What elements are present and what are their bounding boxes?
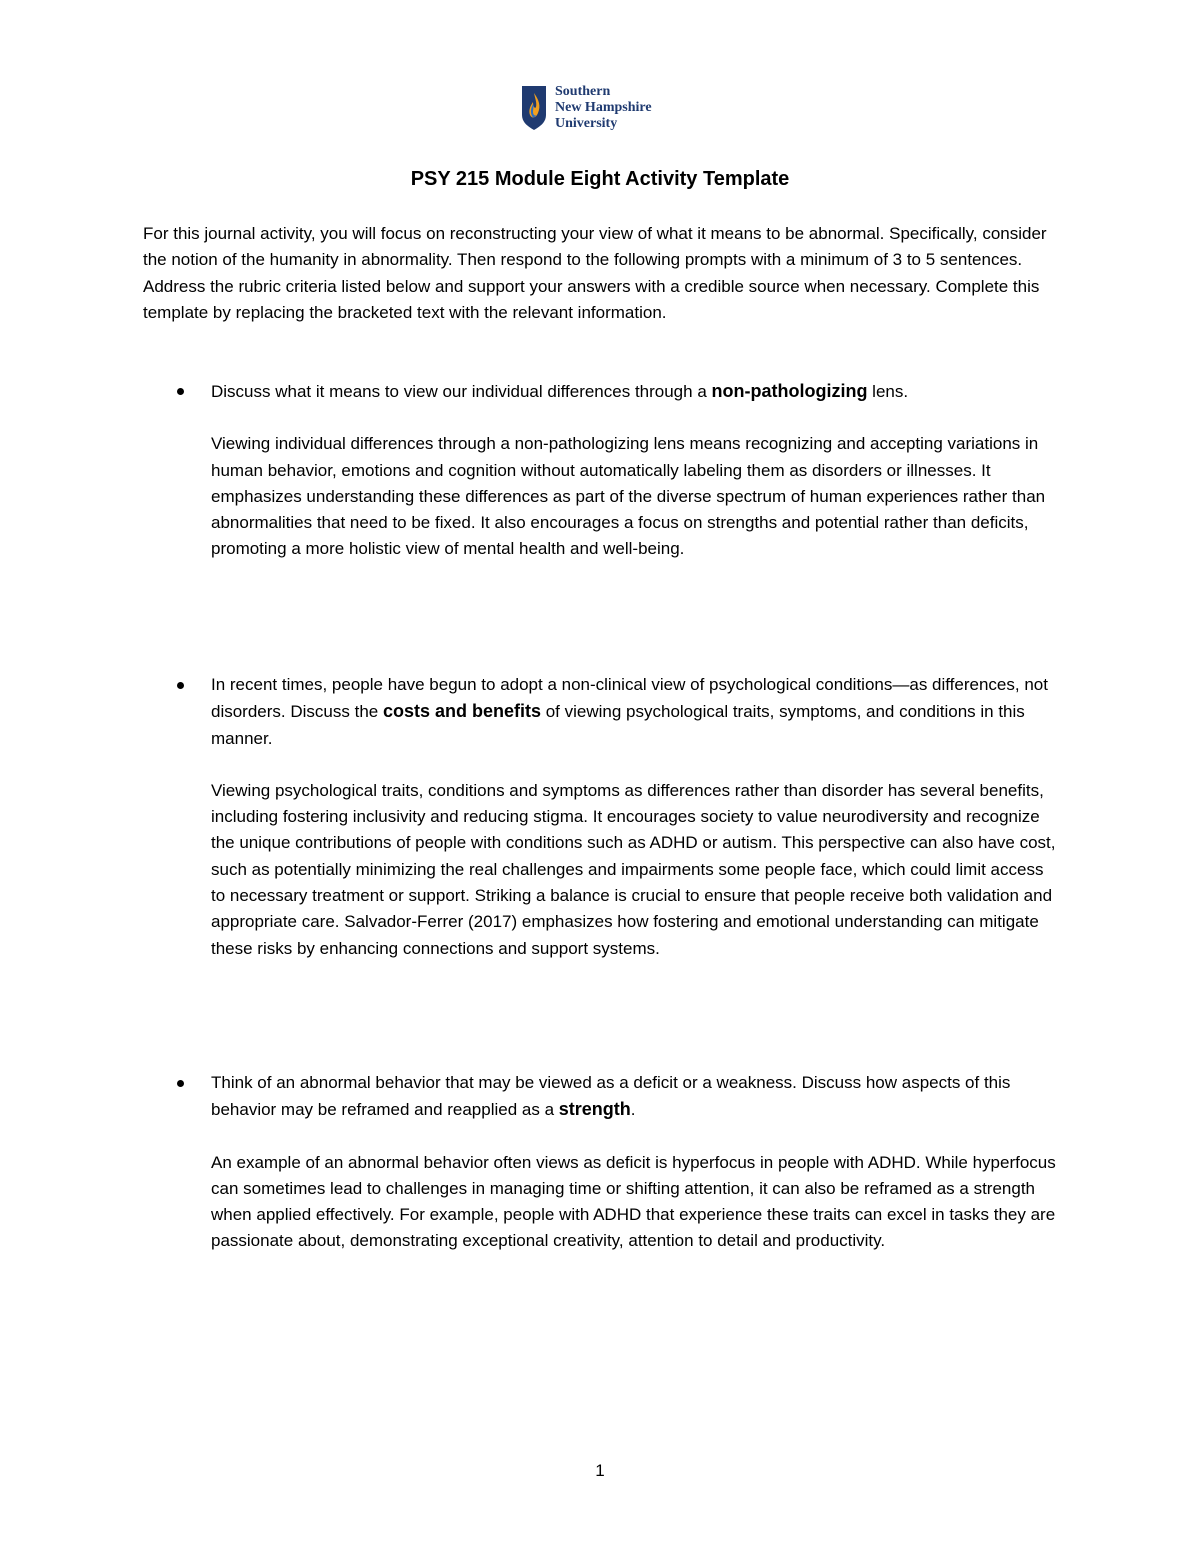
- bullet-icon: [175, 378, 185, 404]
- page-number: 1: [595, 1461, 605, 1480]
- answer-text: An example of an abnormal behavior often views as deficit is hyperfocus in people with ADHD. While hyperfocus can sometimes lead to challenges in managing time or shifting attention, it can also be reframed as a strength when applied effectively. For example, people with ADHD that experience these traits can excel in tasks they are passionate about, demonstrating exceptional creativity, attention to detail and productivity.: [211, 1152, 1056, 1251]
- prompt-emphasis: non-pathologizing: [711, 381, 868, 401]
- answer-text: Viewing psychological traits, conditions and symptoms as differences rather than disorder has several benefits, including fostering inclusivity and reducing stigma. It encourages society to value neurodiversity and recognize the unique contributions of people with conditions such as ADHD or autism. This perspective can also have cost, such as potentially minimizing the real challenges and impairments some people face, which could limit access to necessary treatment or support. Striking a balance is crucial to ensure that people receive both validation and appropriate care. Salvador-Ferrer (2017) emphasizes how fostering and emotional understanding can mitigate these risks by enhancing connections and support systems.: [211, 780, 1056, 958]
- prompt-text: In recent times, people have begun to adopt a non-clinical view of psychological conditions—as differences, not disorders. Discuss the costs and benefits of viewing psychological traits, symptoms, and conditions in this manner.: [211, 675, 1048, 748]
- logo-wordmark: [555, 84, 652, 132]
- prompt-section-1: [143, 378, 1063, 563]
- answer-text: Viewing individual differences through a non-pathologizing lens means recognizing and accepting variations in human behavior, emotions and cognition without automatically labeling them as disorders or illnesses. It emphasizes understanding these differences as part of the diverse spectrum of human experiences rather than abnormalities that need to be fixed. It also encourages a focus on strengths and potential rather than deficits, promoting a more holistic view of mental health and well-being.: [211, 434, 1046, 559]
- prompt-text: Discuss what it means to view our individual differences through a non-pathologizing lens.: [211, 381, 909, 401]
- logo-line: Southern: [555, 84, 611, 99]
- bullet-icon: [175, 672, 185, 698]
- university-logo: [521, 84, 652, 132]
- prompt-emphasis: costs and benefits: [382, 701, 541, 722]
- prompt-section-2: [143, 672, 1063, 962]
- document-title: PSY 215 Module Eight Activity Template: [410, 168, 790, 190]
- bullet-icon: [175, 1070, 185, 1096]
- logo-line: New Hampshire: [555, 100, 652, 115]
- prompt-text: Think of an abnormal behavior that may be viewed as a deficit or a weakness. Discuss how aspects of this behavior may be reframed and reapplied as a strength.: [211, 1073, 1011, 1120]
- shield-flame-icon: [521, 85, 547, 131]
- prompt-section-3: [143, 1070, 1063, 1255]
- prompt-emphasis: strength: [558, 1099, 631, 1120]
- intro-paragraph: For this journal activity, you will focus on reconstructing your view of what it means to be abnormal. Specifically, consider the notion of the humanity in abnormality. Then respond to the following prompts with a minimum of 3 to 5 sentences. Address the rubric criteria listed below and support your answers with a credible source when necessary. Complete this template by replacing the bracketed text with the relevant information.: [143, 224, 1047, 322]
- logo-line: University: [555, 116, 618, 131]
